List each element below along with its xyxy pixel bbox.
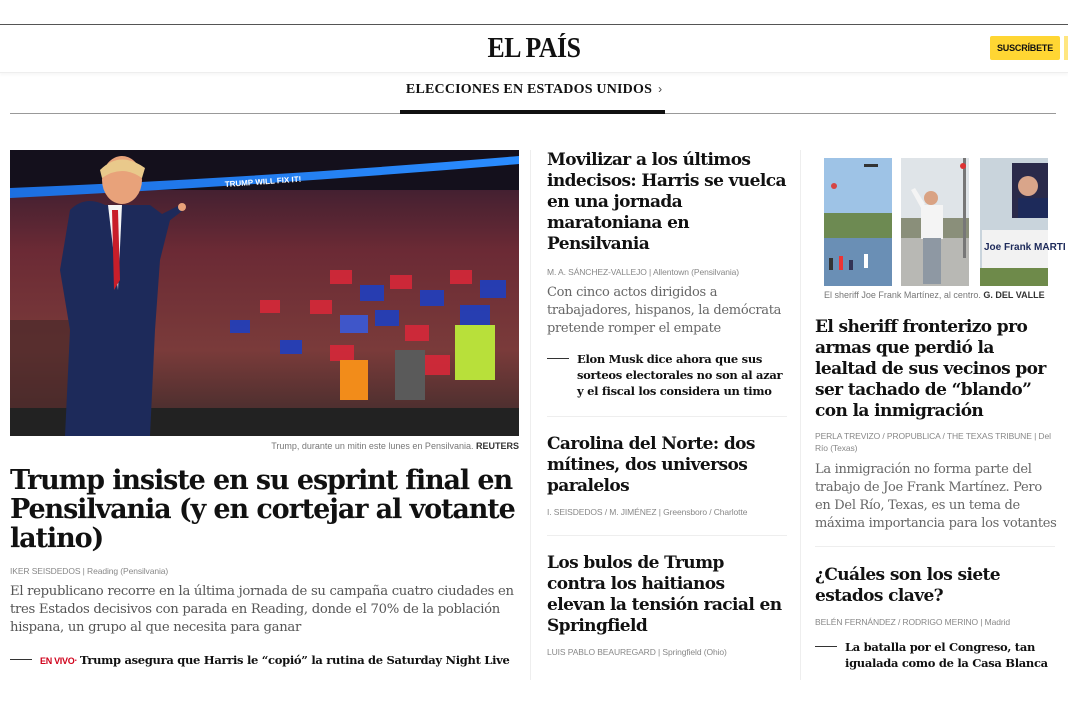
story-headline[interactable]: Los bulos de Trump contra los haitianos elevan la tensión racial en Springfield	[547, 553, 782, 636]
byline-author[interactable]: M. A. SÁNCHEZ-VALLEJO	[547, 267, 647, 277]
story-summary: Con cinco actos dirigidos a trabajadores, hispanos, la demócrata pretende romper el empate	[547, 285, 782, 336]
subscribe-button[interactable]: SUSCRÍBETE	[990, 36, 1060, 60]
sheriff-photo	[901, 158, 969, 286]
byline-location: | Greensboro / Charlotte	[658, 507, 748, 517]
byline-author[interactable]: IKER SEISDEDOS	[10, 566, 81, 576]
related-link[interactable]	[547, 351, 787, 399]
chevron-right-icon: ›	[658, 82, 663, 96]
live-dot-icon: ·	[74, 655, 77, 665]
byline-location: | Reading (Pensilvania)	[82, 566, 169, 576]
campaign-sign-photo	[980, 158, 1066, 286]
story-divider	[547, 535, 787, 536]
site-logo[interactable]: EL PAÍS	[487, 33, 581, 64]
section-link[interactable]	[406, 78, 662, 97]
byline-author[interactable]: LUIS PABLO BEAUREGARD	[547, 647, 656, 657]
dash-icon	[547, 358, 569, 359]
right-story-2	[815, 565, 1060, 671]
live-badge: EN VIVO	[40, 656, 75, 666]
byline-location: | Allentown (Pensilvania)	[649, 267, 739, 277]
byline-author[interactable]: PERLA TREVIZO / PROPUBLICA / THE TEXAS TRIBUNE	[815, 431, 1032, 441]
middle-story-2	[547, 434, 787, 517]
story-headline[interactable]: ¿Cuáles son los siete estados clave?	[815, 565, 1001, 606]
lead-summary: El republicano recorre en la última jornada de su campaña cuatro ciudades en tres Estados decisivos con parada en Reading, donde el 70% de la población hispana, un grupo al que necesita para ganar	[10, 584, 514, 635]
story-headline[interactable]: El sheriff fronterizo pro armas que perdió la lealtad de sus vecinos por ser tachado de “blando” con la inmigración	[815, 317, 1046, 421]
lead-image-caption	[10, 441, 519, 451]
section-nav	[0, 78, 1068, 102]
story-headline[interactable]: Carolina del Norte: dos mítines, dos universos paralelos	[547, 434, 755, 496]
column-divider	[530, 150, 531, 680]
right-story-1	[815, 317, 1060, 533]
related-link-text: Elon Musk dice ahora que sus sorteos electorales no son al azar y el fiscal los considera un timo	[577, 352, 783, 398]
account-button-edge[interactable]	[1064, 36, 1068, 60]
photo-credit: REUTERS	[475, 441, 519, 451]
byline-author[interactable]: I. SEISDEDOS / M. JIMÉNEZ	[547, 507, 657, 517]
byline-location: | Del Río (Texas)	[815, 431, 1051, 453]
story-divider	[547, 416, 787, 417]
byline-author[interactable]: BELÉN FERNÁNDEZ / RODRIGO MERINO	[815, 617, 979, 627]
story-byline	[547, 507, 787, 517]
related-link-text: Trump asegura que Harris le “copió” la rutina de Saturday Night Live	[79, 653, 510, 667]
middle-story-1	[547, 150, 787, 399]
sign-text: Joe Frank MARTI	[984, 242, 1066, 253]
related-link-text: La batalla por el Congreso, tan igualada como de la Casa Blanca	[845, 640, 1048, 670]
lead-headline[interactable]: Trump insiste en su esprint final en Pensilvania (y en cortejar al votante latino)	[10, 465, 515, 554]
story-summary: La inmigración no forma parte del trabajo de Joe Frank Martínez. Pero en Del Río, Texas, es un tema de máxima importancia para los votantes	[815, 462, 1057, 531]
masthead	[0, 25, 1068, 73]
river-photo	[824, 158, 892, 286]
story-headline[interactable]: Movilizar a los últimos indecisos: Harris se vuelca en una jornada maratoniana en Pensilvania	[547, 150, 786, 254]
rally-photo	[10, 150, 519, 436]
lead-byline	[10, 566, 168, 576]
story-byline	[547, 267, 787, 277]
caption-text: El sheriff Joe Frank Martínez, al centro.	[824, 290, 981, 300]
right-image-triptych[interactable]	[824, 158, 1066, 286]
story-byline	[547, 647, 787, 657]
section-active-indicator	[400, 110, 665, 114]
arena-banner-text: TRUMP WILL FIX IT!	[224, 174, 302, 189]
photo-credit: G. DEL VALLE	[983, 290, 1045, 300]
dash-icon	[10, 659, 32, 660]
related-link[interactable]	[10, 652, 530, 669]
story-byline	[815, 617, 1060, 627]
dash-icon	[815, 646, 837, 647]
byline-location: | Madrid	[980, 617, 1011, 627]
section-title: ELECCIONES EN ESTADOS UNIDOS	[405, 82, 653, 97]
middle-story-3	[547, 553, 787, 657]
related-link[interactable]	[815, 639, 1060, 671]
story-divider	[815, 546, 1055, 547]
caption-text: Trump, durante un mitin este lunes en Pensilvania.	[271, 441, 474, 451]
lead-image[interactable]	[10, 150, 519, 436]
right-image-caption	[824, 290, 1064, 300]
story-byline	[815, 430, 1060, 454]
column-divider	[800, 150, 801, 680]
byline-location: | Springfield (Ohio)	[658, 647, 727, 657]
